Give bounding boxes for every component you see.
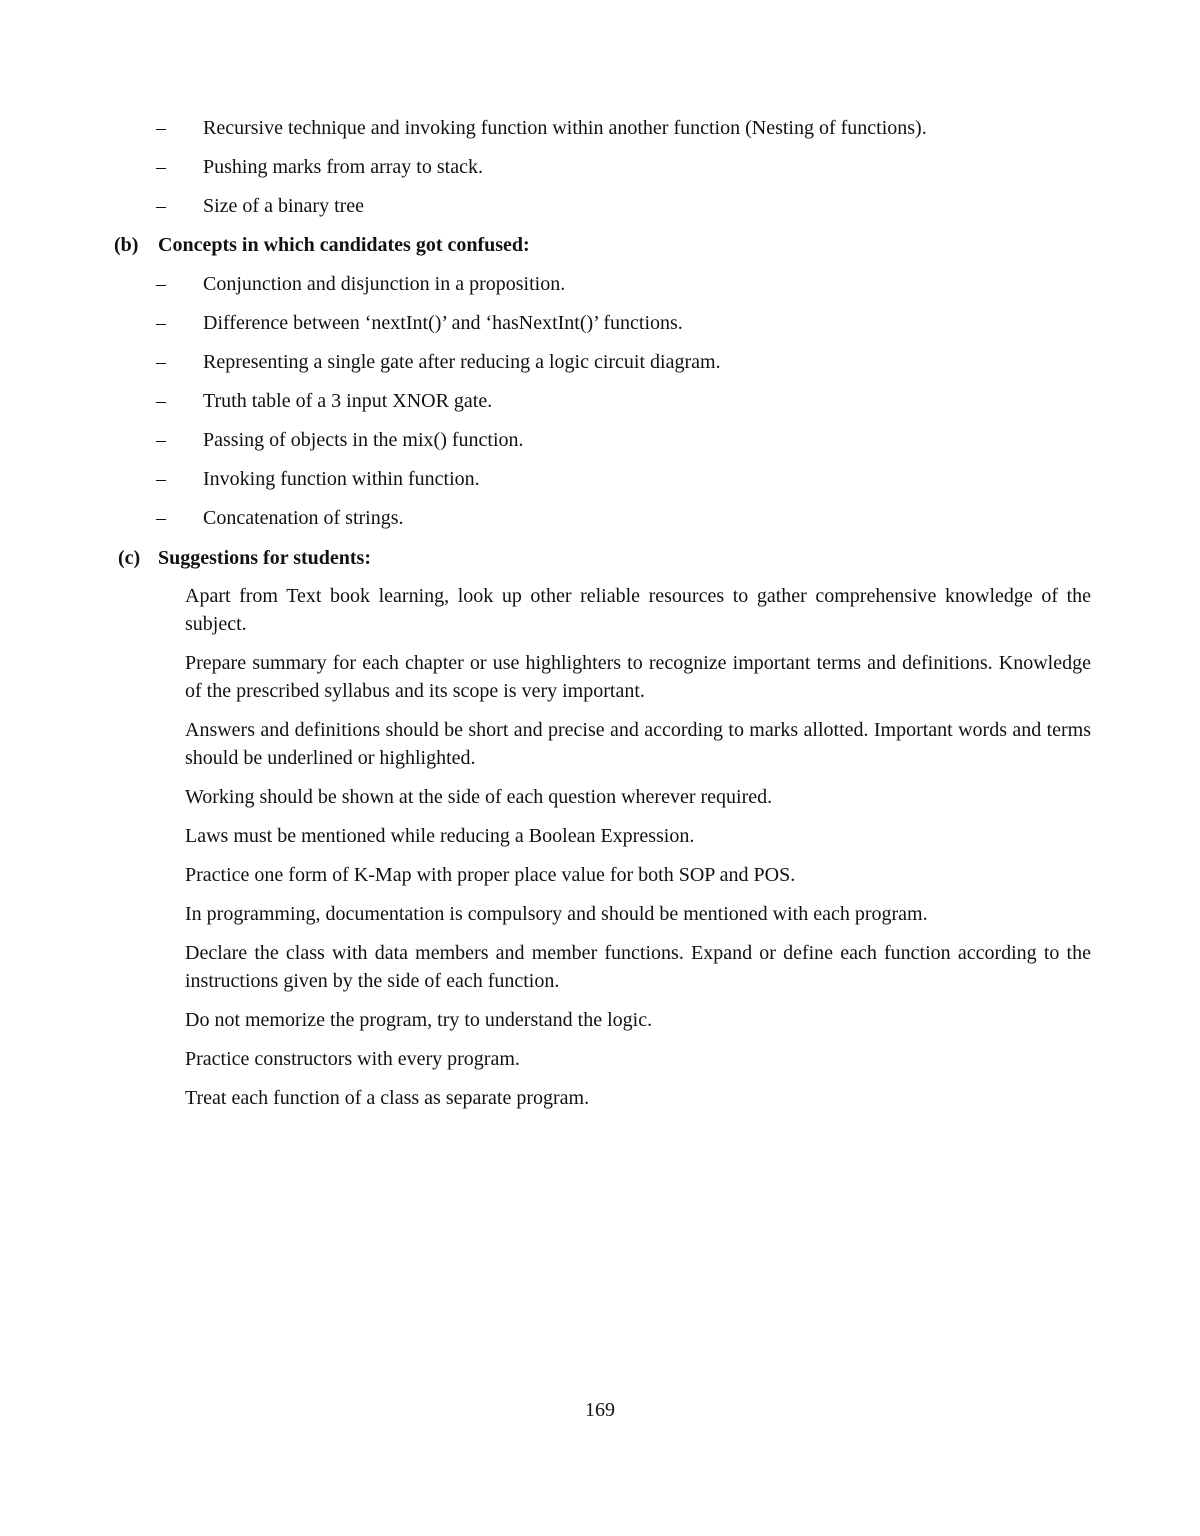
dash-marker: – xyxy=(156,507,166,529)
section-c-label: (c) xyxy=(118,547,141,569)
suggestion-paragraph: In programming, documentation is compulsory and should be mentioned with each program. xyxy=(185,903,928,925)
list-item xyxy=(0,504,1200,532)
dash-marker: – xyxy=(156,312,166,334)
list-item-text: Representing a single gate after reducing a logic circuit diagram. xyxy=(203,351,721,373)
list-item-text: Invoking function within function. xyxy=(203,468,480,490)
dash-marker: – xyxy=(156,468,166,490)
section-b-heading xyxy=(114,231,914,259)
list-item xyxy=(0,426,1200,454)
suggestion-paragraph: Laws must be mentioned while reducing a Boolean Expression. xyxy=(185,825,695,847)
list-item-text: Difference between ‘nextInt()’ and ‘hasNextInt()’ functions. xyxy=(203,312,683,334)
dash-marker: – xyxy=(156,390,166,412)
suggestion-paragraph: Do not memorize the program, try to understand the logic. xyxy=(185,1009,653,1031)
section-b-title: Concepts in which candidates got confused: xyxy=(158,234,530,256)
section-b-label: (b) xyxy=(114,234,139,256)
list-item-text: Size of a binary tree xyxy=(203,195,365,217)
suggestion-paragraph: Working should be shown at the side of each question wherever required. xyxy=(185,786,773,808)
suggestion-paragraph: Treat each function of a class as separate program. xyxy=(185,1087,590,1109)
list-item-text: Recursive technique and invoking function within another function (Nesting of functions). xyxy=(203,117,927,139)
dash-marker: – xyxy=(156,156,166,178)
list-item xyxy=(0,153,1200,181)
suggestion-paragraph: Prepare summary for each chapter or use highlighters to recognize important terms and definitions. Knowledge of the prescribed syllabus and its scope is very important. xyxy=(185,652,1091,702)
list-item xyxy=(0,387,1200,415)
page-number: 169 xyxy=(585,1399,615,1421)
list-item xyxy=(0,192,1200,220)
list-item xyxy=(0,114,1200,142)
dash-marker: – xyxy=(156,351,166,373)
list-item xyxy=(0,465,1200,493)
dash-marker: – xyxy=(156,429,166,451)
dash-marker: – xyxy=(156,273,166,295)
list-b xyxy=(0,270,1200,543)
list-item xyxy=(0,348,1200,376)
suggestion-paragraph: Apart from Text book learning, look up other reliable resources to gather comprehensive knowledge of the subject. xyxy=(185,585,1091,635)
suggestion-paragraph: Declare the class with data members and member functions. Expand or define each function according to the instructions given by the side of each function. xyxy=(185,942,1091,992)
list-item xyxy=(0,309,1200,337)
list-item-text: Truth table of a 3 input XNOR gate. xyxy=(203,390,493,412)
list-item-text: Concatenation of strings. xyxy=(203,507,404,529)
suggestions-list xyxy=(185,582,1091,1123)
dash-marker: – xyxy=(156,117,166,139)
section-c-title: Suggestions for students: xyxy=(158,547,371,569)
suggestion-paragraph: Practice one form of K-Map with proper place value for both SOP and POS. xyxy=(185,864,796,886)
dash-marker: – xyxy=(156,195,166,217)
list-item-text: Pushing marks from array to stack. xyxy=(203,156,483,178)
list-item-text: Passing of objects in the mix() function. xyxy=(203,429,524,451)
list-item-text: Conjunction and disjunction in a proposition. xyxy=(203,273,566,295)
suggestion-paragraph: Practice constructors with every program. xyxy=(185,1048,520,1070)
section-c-heading xyxy=(118,544,918,572)
suggestion-paragraph: Answers and definitions should be short and precise and according to marks allotted. Important words and terms should be underlined or highlighted. xyxy=(185,719,1091,769)
list-a xyxy=(0,114,1200,231)
list-item xyxy=(0,270,1200,298)
